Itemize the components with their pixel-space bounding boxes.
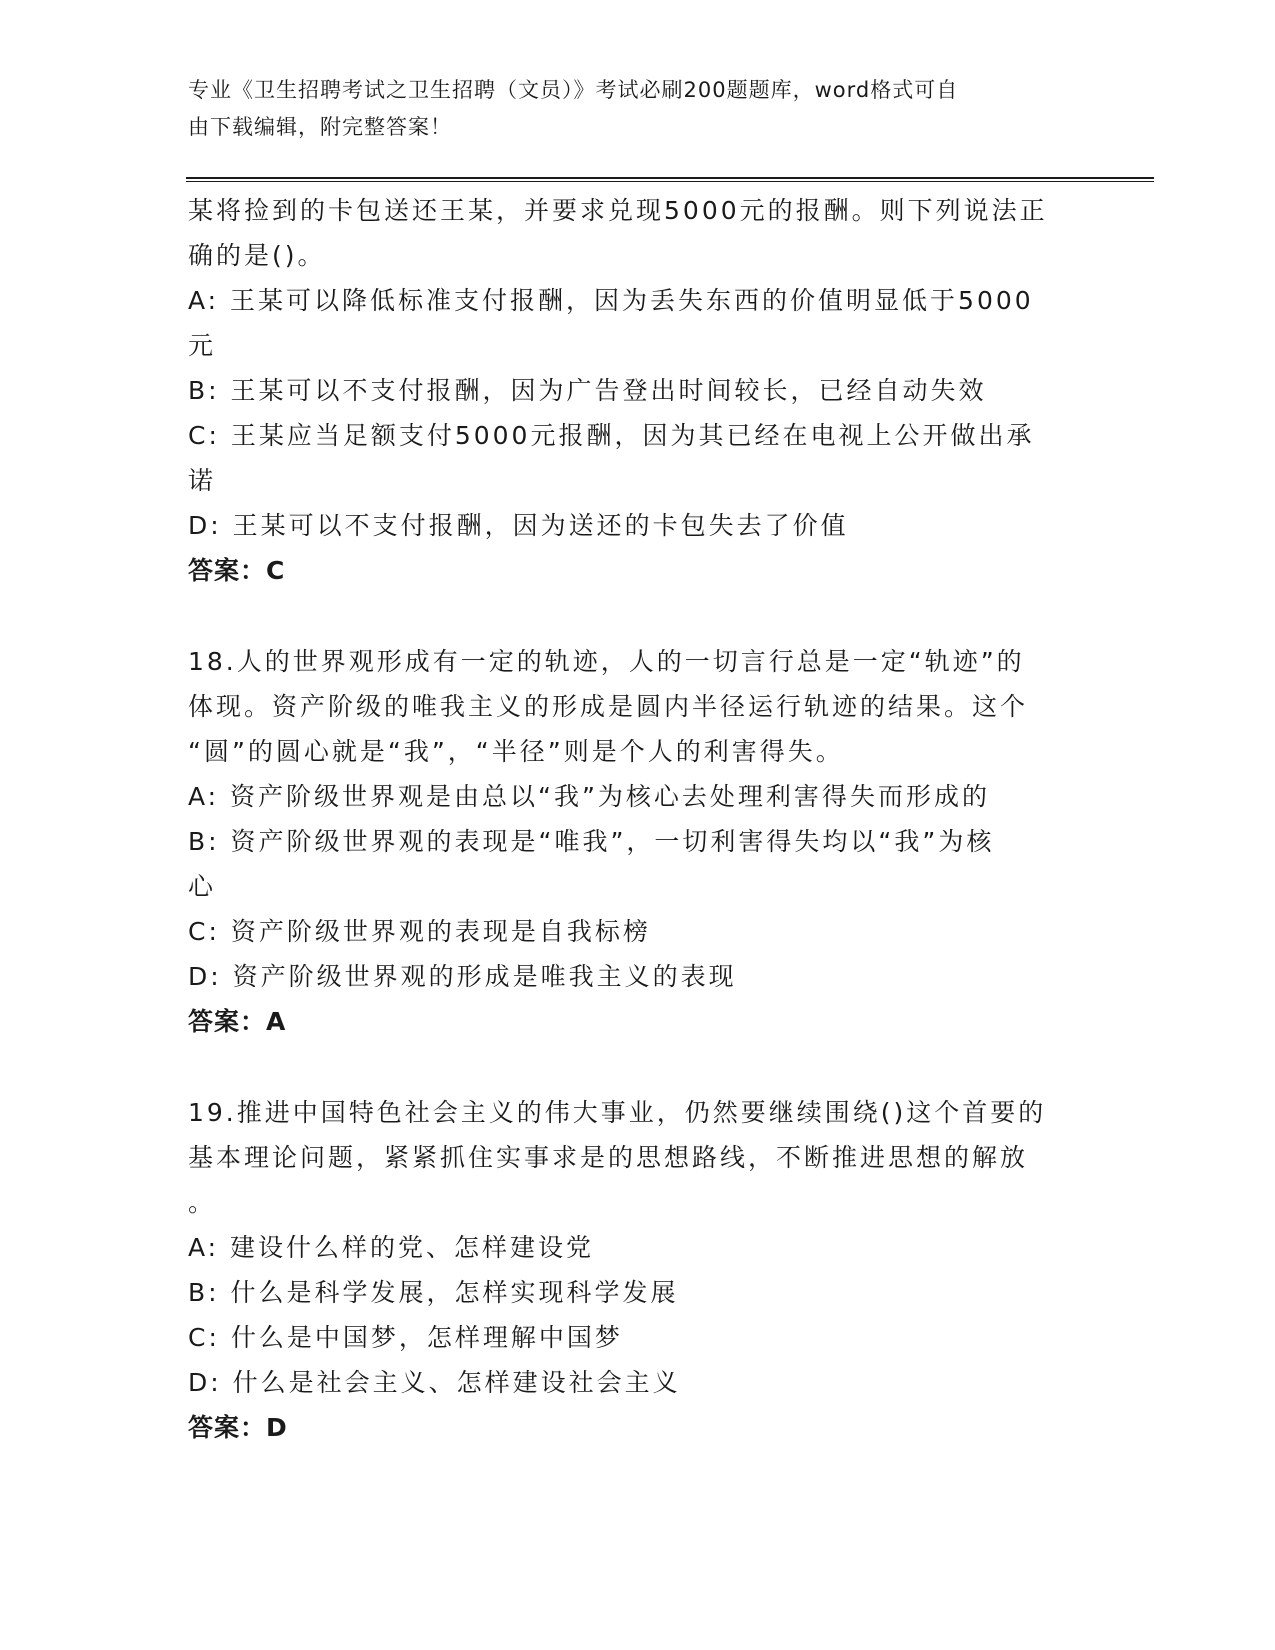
option-c: 诺 — [188, 466, 217, 495]
question-stem: 19.推进中国特色社会主义的伟大事业，仍然要继续围绕()这个首要的 — [188, 1098, 1047, 1127]
answer-label: 答案：A — [188, 1007, 287, 1036]
question-spacer — [188, 1044, 1078, 1090]
answer-label: 答案：C — [188, 556, 286, 585]
question-stem: 。 — [188, 1188, 217, 1217]
option-a: A: 王某可以降低标准支付报酬，因为丢失东西的价值明显低于5000 — [188, 286, 1034, 315]
answer-label: 答案：D — [188, 1413, 288, 1442]
question-stem: 某将捡到的卡包送还王某，并要求兑现5000元的报酬。则下列说法正 — [188, 196, 1048, 225]
page-header — [188, 72, 1068, 146]
option-d: D: 王某可以不支付报酬，因为送还的卡包失去了价值 — [188, 511, 849, 540]
option-b: B: 王某可以不支付报酬，因为广告登出时间较长，已经自动失效 — [188, 376, 987, 405]
question-19 — [188, 1090, 1078, 1450]
header-line-1: 专业《卫生招聘考试之卫生招聘（文员）》考试必刷200题题库，word格式可自 — [188, 78, 959, 102]
option-c: C: 什么是中国梦，怎样理解中国梦 — [188, 1323, 623, 1352]
header-divider — [186, 177, 1154, 182]
option-b: B: 资产阶级世界观的表现是“唯我”，一切利害得失均以“我”为核 — [188, 827, 995, 856]
option-b: 心 — [188, 872, 217, 901]
option-b: B: 什么是科学发展，怎样实现科学发展 — [188, 1278, 679, 1307]
option-a: A: 资产阶级世界观是由总以“我”为核心去处理利害得失而形成的 — [188, 782, 990, 811]
option-a: A: 建设什么样的党、怎样建设党 — [188, 1233, 595, 1262]
question-stem: 基本理论问题，紧紧抓住实事求是的思想路线，不断推进思想的解放 — [188, 1143, 1029, 1172]
question-stem: 体现。资产阶级的唯我主义的形成是圆内半径运行轨迹的结果。这个 — [188, 692, 1029, 721]
option-d: D: 资产阶级世界观的形成是唯我主义的表现 — [188, 962, 737, 991]
option-d: D: 什么是社会主义、怎样建设社会主义 — [188, 1368, 681, 1397]
option-a: 元 — [188, 331, 217, 360]
header-line-2: 由下载编辑，附完整答案！ — [188, 115, 452, 139]
option-c: C: 资产阶级世界观的表现是自我标榜 — [188, 917, 651, 946]
question-list — [188, 188, 1078, 1450]
question-stem: 确的是()。 — [188, 241, 326, 270]
question-spacer — [188, 593, 1078, 639]
question-18 — [188, 639, 1078, 1044]
question-stem: 18.人的世界观形成有一定的轨迹，人的一切言行总是一定“轨迹”的 — [188, 647, 1025, 676]
question-stem: “圆”的圆心就是“我”，“半径”则是个人的利害得失。 — [188, 737, 844, 766]
question-17 — [188, 188, 1078, 593]
option-c: C: 王某应当足额支付5000元报酬，因为其已经在电视上公开做出承 — [188, 421, 1035, 450]
